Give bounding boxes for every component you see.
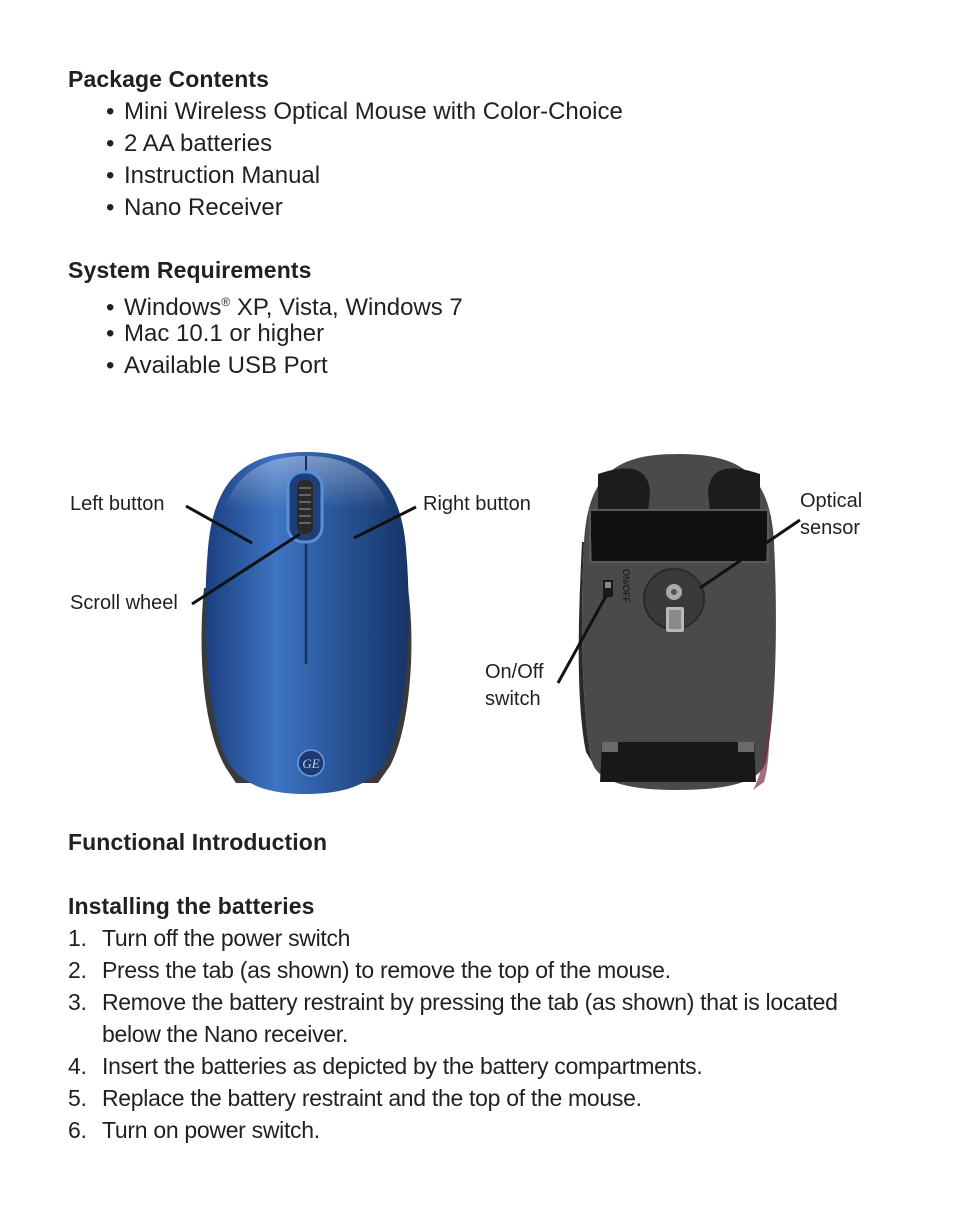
- callout-line-left-button: [186, 506, 252, 543]
- list-item: 6. Turn on power switch.: [68, 1117, 320, 1143]
- list-item: 2. Press the tab (as shown) to remove the top of the mouse.: [68, 957, 671, 983]
- list-item: • Instruction Manual: [106, 162, 321, 189]
- list-item: 4. Insert the batteries as depicted by the battery compartments.: [68, 1053, 703, 1079]
- left-button-label: Left button: [70, 493, 165, 515]
- callout-line-on-off-switch: [558, 596, 606, 683]
- list-item: • Mac 10.1 or higher: [106, 320, 325, 347]
- list-item: • Windows® XP, Vista, Windows 7: [106, 294, 463, 321]
- list-item: 3. Remove the battery restraint by pressing the tab (as shown) that is located below the Nano receiver.: [68, 989, 838, 1047]
- installation-steps: [68, 922, 898, 1146]
- callout-line-scroll-wheel: [192, 534, 300, 604]
- right-button-label: Right button: [423, 493, 531, 515]
- functional-introduction-heading: Functional Introduction: [68, 829, 328, 855]
- list-item: 5. Replace the battery restraint and the top of the mouse.: [68, 1085, 642, 1111]
- optical-sensor-label: Optical sensor: [800, 490, 863, 539]
- list-item: 1. Turn off the power switch: [68, 925, 351, 951]
- installing-batteries-heading: Installing the batteries: [68, 893, 315, 919]
- list-item: • 2 AA batteries: [106, 130, 273, 157]
- on-off-switch-label: On/Off switch: [485, 661, 544, 710]
- callout-line-optical-sensor: [700, 520, 800, 588]
- list-item: • Nano Receiver: [106, 194, 283, 221]
- scroll-wheel-label: Scroll wheel: [70, 592, 178, 614]
- package-contents-heading: Package Contents: [68, 66, 269, 92]
- list-item: • Mini Wireless Optical Mouse with Color-Choice: [106, 98, 623, 125]
- callout-line-right-button: [354, 507, 416, 538]
- switch-marking: ON/OFF: [621, 569, 631, 603]
- system-requirements-heading: System Requirements: [68, 257, 312, 283]
- list-item: • Available USB Port: [106, 352, 328, 379]
- ge-logo: GE: [302, 756, 320, 771]
